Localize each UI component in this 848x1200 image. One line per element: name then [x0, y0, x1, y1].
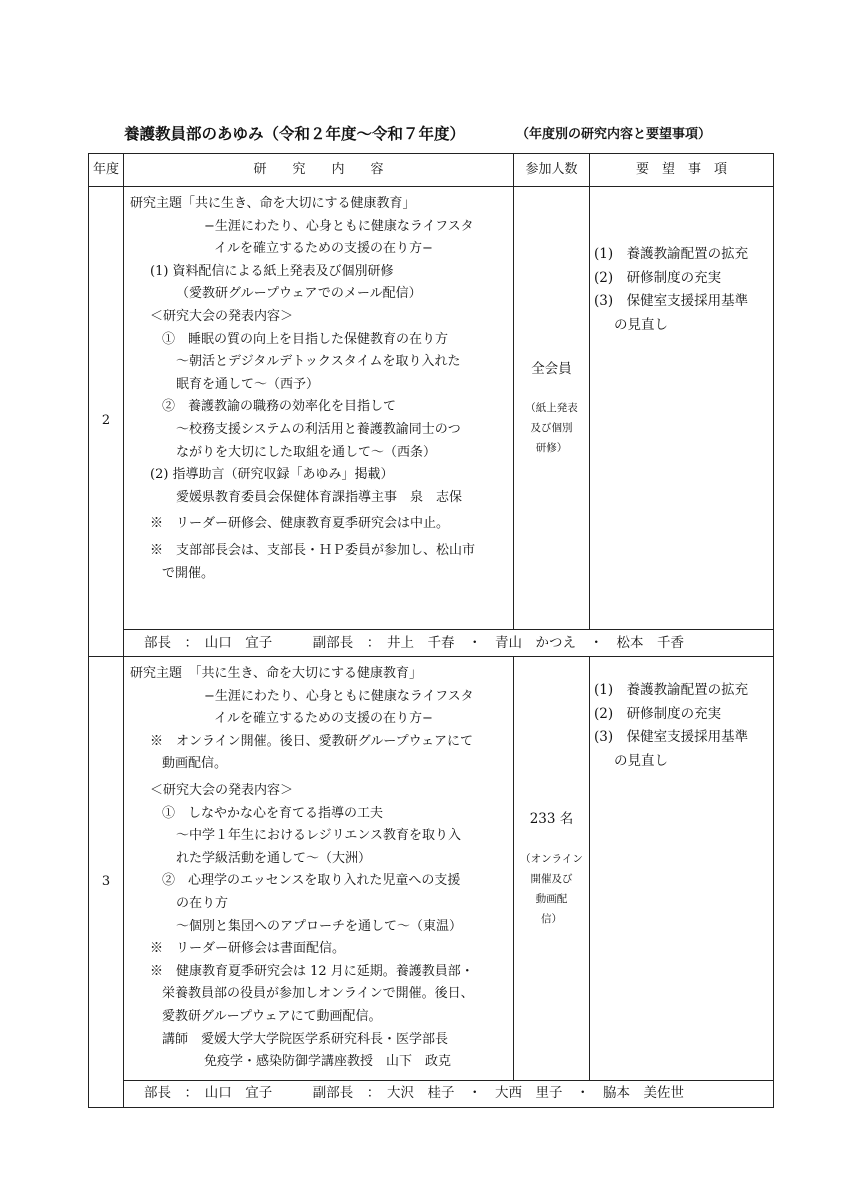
table-row-year-3 [89, 657, 774, 1081]
content-line: ② 心理学のエッセンスを取り入れた児童への支援 [162, 873, 461, 889]
participants-note: 信） [541, 912, 562, 925]
officers-text: 部長 ： 山口 宜子 副部長 ： 大沢 桂子 ・ 大西 里子 ・ 脇本 美佐世 [144, 1085, 684, 1102]
officers-cell [124, 1080, 774, 1107]
content-line: （愛教研グループウェアでのメール配信） [176, 286, 422, 302]
officers-text: 部長 ： 山口 宜子 副部長 ： 井上 千春 ・ 青山 かつえ ・ 松本 千香 [144, 634, 684, 651]
request-item-continued: の見直し [614, 752, 668, 769]
participants-count: 233 名 [529, 811, 574, 828]
content-line: 〜朝活とデジタルデトックスタイムを取り入れた [176, 354, 461, 370]
content-line: 研究主題 「共に生き、命を大切にする健康教育」 [130, 666, 422, 681]
content-line: れた学級活動を通して〜（大洲） [176, 850, 372, 866]
content-line: ＜研究大会の発表内容＞ [150, 308, 294, 324]
participants-count: 全会員 [531, 360, 572, 377]
year-cell: 3 [89, 657, 124, 1108]
content-line: 〜校務支援システムの利活用と養護教諭同士のつ [176, 421, 461, 437]
content-line: 愛媛県教育委員会保健体育課指導主事 泉 志保 [176, 489, 463, 505]
content-line: ※ リーダー研修会、健康教育夏季研究会は中止。 [150, 516, 450, 532]
content-line: 免疫学・感染防御学講座教授 山下 政克 [204, 1054, 452, 1070]
content-line: 〜個別と集団へのアプローチを通して〜（東温） [176, 918, 463, 934]
header-year: 年度 [89, 154, 124, 187]
request-item: (3) 保健室支援採用基準 [594, 293, 749, 309]
history-table [88, 153, 774, 1108]
content-line: ※ 健康教育夏季研究会は 12 月に延期。養護教員部・ [150, 963, 474, 979]
content-line: −生涯にわたり、心身ともに健康なライフスタ [204, 688, 474, 704]
content-line: ※ オンライン開催。後日、愛教研グループウェアにて [150, 733, 474, 749]
content-line: で開催。 [162, 565, 215, 581]
title-row [124, 122, 784, 146]
content-line: ① 睡眠の質の向上を目指した保健教育の在り方 [162, 331, 449, 347]
header-participants: 参加人数 [514, 154, 590, 187]
requests-cell [590, 187, 774, 630]
participants-cell [514, 187, 590, 630]
page-title: 養護教員部のあゆみ（令和２年度〜令和７年度） [124, 124, 466, 143]
content-line: ＜研究大会の発表内容＞ [150, 782, 294, 798]
header-content: 研 究 内 容 [124, 154, 514, 187]
content-line: 栄養教員部の役員が参加しオンラインで開催。後日、 [162, 986, 474, 1002]
officers-cell [124, 630, 774, 657]
year-cell: 2 [89, 187, 124, 657]
content-line: ながりを大切にした取組を通して〜（西条） [176, 444, 437, 460]
officers-row-year-3 [89, 1080, 774, 1107]
content-line: 〜中学１年生におけるレジリエンス教育を取り入 [176, 828, 462, 844]
requests-cell [590, 657, 774, 1081]
participants-note: 開催及び [530, 872, 573, 885]
content-line: 講師 愛媛大学大学院医学系研究科長・医学部長 [162, 1031, 449, 1047]
content-line: イルを確立するための支援の在り方− [214, 241, 433, 257]
content-line: ※ 支部部長会は、支部長・ＨＰ委員が参加し、松山市 [150, 542, 476, 558]
content-line: ① しなやかな心を育てる指導の工夫 [162, 805, 384, 821]
participants-note: 研修） [535, 442, 568, 455]
request-item: (2) 研修制度の充実 [594, 269, 722, 286]
request-item: (2) 研修制度の充実 [594, 705, 722, 722]
page-subtitle: （年度別の研究内容と要望事項） [516, 127, 712, 142]
content-line: (2) 指導助言（研究収録「あゆみ」掲載） [150, 467, 394, 483]
content-line: イルを確立するための支援の在り方− [214, 711, 433, 727]
table-row-year-2 [89, 187, 774, 630]
content-line: ※ リーダー研修会は書面配信。 [150, 941, 346, 957]
request-item: (1) 養護教諭配置の拡充 [594, 682, 749, 698]
content-line: 愛教研グループウェアにて動画配信。 [162, 1008, 382, 1024]
participants-cell [514, 657, 590, 1081]
content-line: 研究主題「共に生き、命を大切にする健康教育」 [130, 196, 416, 211]
request-item: (1) 養護教諭配置の拡充 [594, 246, 749, 262]
content-cell [124, 657, 514, 1081]
content-line: −生涯にわたり、心身ともに健康なライフスタ [204, 218, 474, 234]
officers-row-year-2 [89, 630, 774, 657]
content-cell [124, 187, 514, 630]
content-line: 眠育を通して〜（西予） [176, 376, 320, 392]
content-line: の在り方 [176, 895, 229, 911]
participants-note: 及び個別 [530, 422, 573, 435]
request-item: (3) 保健室支援採用基準 [594, 729, 749, 745]
content-line: ② 養護教諭の職務の効率化を目指して [162, 399, 397, 415]
table-header-row [89, 154, 774, 187]
request-item-continued: の見直し [614, 316, 668, 333]
content-line: (1) 資料配信による紙上発表及び個別研修 [150, 263, 394, 279]
participants-note: （紙上発表 [525, 402, 578, 415]
content-line: 動画配信。 [162, 756, 228, 772]
participants-note: （オンライン [520, 852, 583, 865]
header-requests: 要 望 事 項 [590, 154, 774, 187]
participants-note: 動画配 [535, 892, 568, 905]
